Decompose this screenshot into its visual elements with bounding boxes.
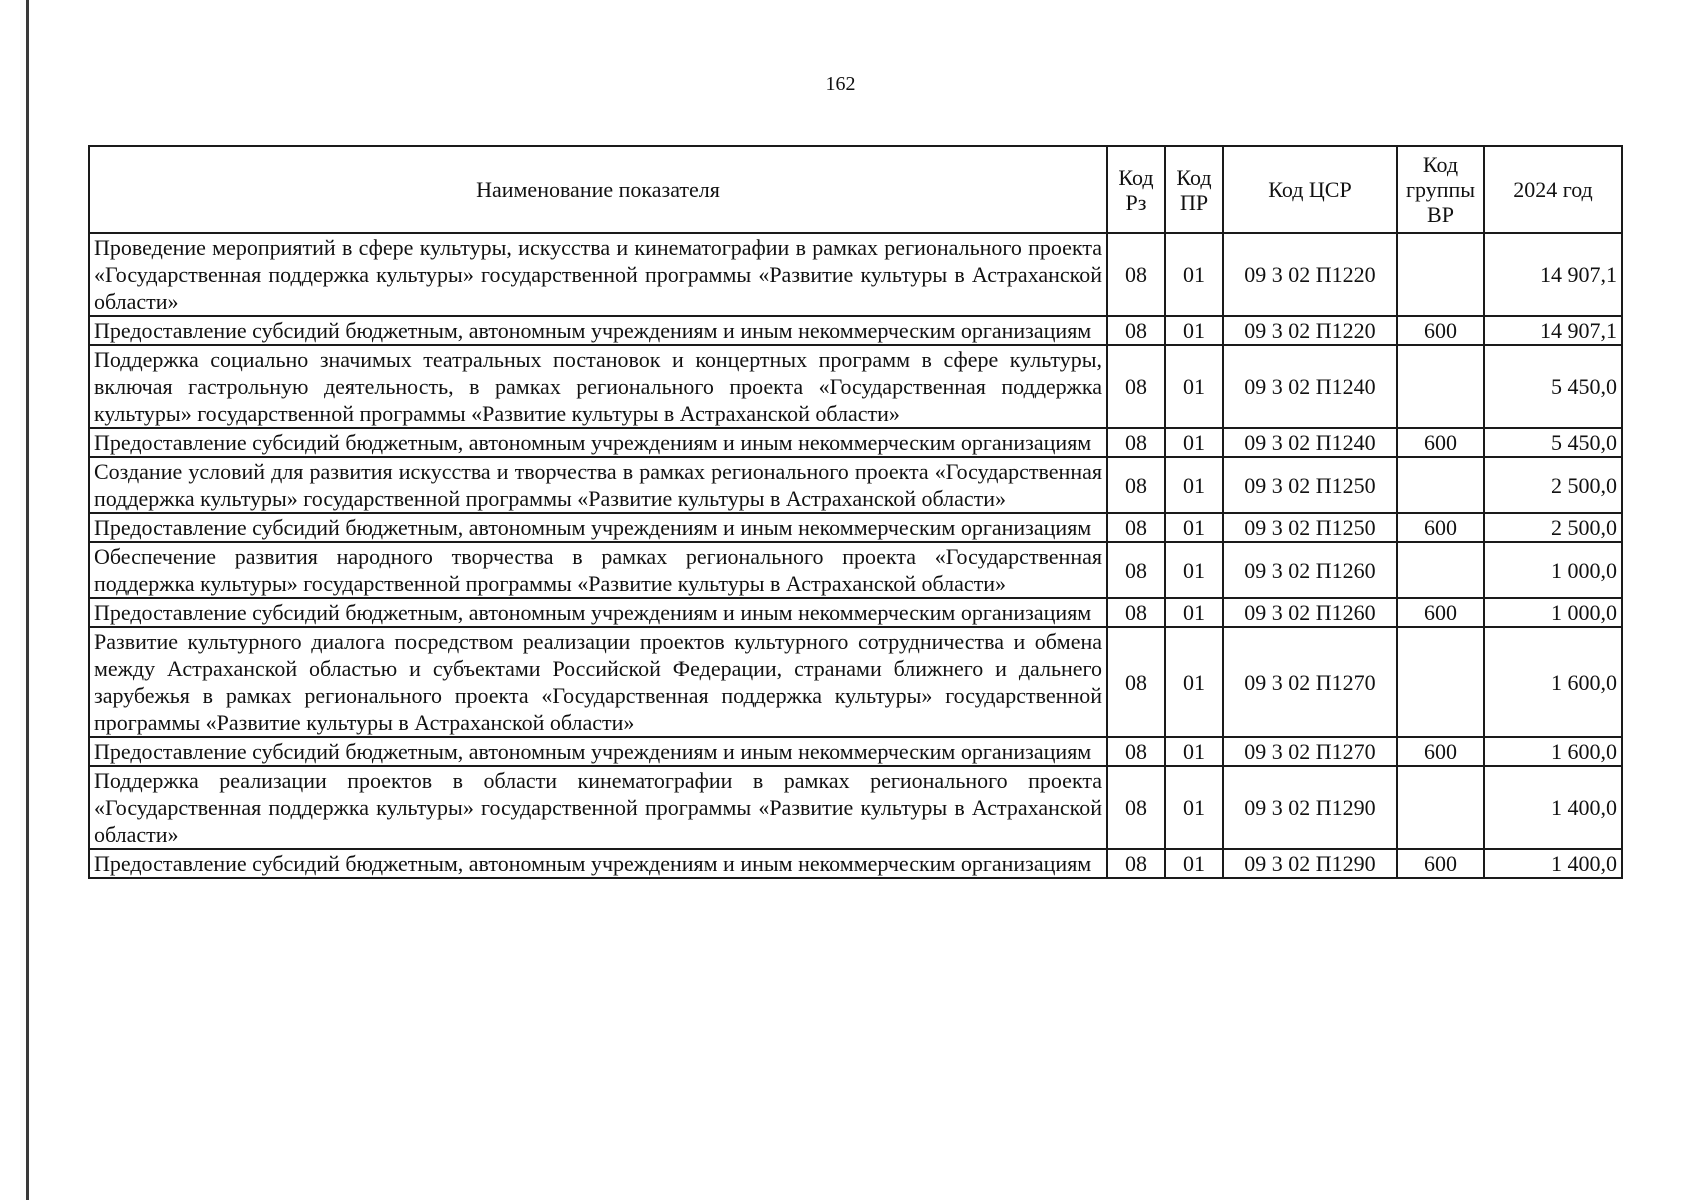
- row-name: Предоставление субсидий бюджетным, автономным учреждениям и иным некоммерческим организациям: [89, 513, 1107, 542]
- row-pr: 01: [1165, 849, 1223, 878]
- row-rz: 08: [1107, 345, 1165, 428]
- row-value: 1 400,0: [1484, 849, 1622, 878]
- row-csr: 09 3 02 П1290: [1223, 849, 1397, 878]
- row-rz: 08: [1107, 627, 1165, 737]
- row-name: Обеспечение развития народного творчества в рамках регионального проекта «Государственная поддержка культуры» государственной программы «Развитие культуры в Астраханской области»: [89, 542, 1107, 598]
- row-rz: 08: [1107, 316, 1165, 345]
- row-name: Предоставление субсидий бюджетным, автономным учреждениям и иным некоммерческим организациям: [89, 598, 1107, 627]
- table-row: [89, 598, 1622, 627]
- row-rz: 08: [1107, 849, 1165, 878]
- row-vr: [1397, 766, 1484, 849]
- row-rz: 08: [1107, 766, 1165, 849]
- row-rz: 08: [1107, 233, 1165, 316]
- table-row: [89, 233, 1622, 316]
- row-csr: 09 3 02 П1290: [1223, 766, 1397, 849]
- row-name: Предоставление субсидий бюджетным, автономным учреждениям и иным некоммерческим организациям: [89, 316, 1107, 345]
- row-name: Предоставление субсидий бюджетным, автономным учреждениям и иным некоммерческим организациям: [89, 849, 1107, 878]
- header-pr: Код ПР: [1165, 146, 1223, 233]
- row-csr: 09 3 02 П1260: [1223, 542, 1397, 598]
- row-pr: 01: [1165, 233, 1223, 316]
- header-csr: Код ЦСР: [1223, 146, 1397, 233]
- row-rz: 08: [1107, 457, 1165, 513]
- table-row: [89, 457, 1622, 513]
- row-rz: 08: [1107, 737, 1165, 766]
- table-row: [89, 428, 1622, 457]
- row-pr: 01: [1165, 513, 1223, 542]
- header-vr: Код группы ВР: [1397, 146, 1484, 233]
- row-csr: 09 3 02 П1240: [1223, 345, 1397, 428]
- row-value: 1 400,0: [1484, 766, 1622, 849]
- row-rz: 08: [1107, 542, 1165, 598]
- row-name: Предоставление субсидий бюджетным, автономным учреждениям и иным некоммерческим организациям: [89, 428, 1107, 457]
- row-value: 5 450,0: [1484, 345, 1622, 428]
- row-vr: 600: [1397, 737, 1484, 766]
- table-row: [89, 737, 1622, 766]
- row-csr: 09 3 02 П1270: [1223, 627, 1397, 737]
- row-vr: 600: [1397, 316, 1484, 345]
- table-row: [89, 627, 1622, 737]
- row-csr: 09 3 02 П1260: [1223, 598, 1397, 627]
- row-csr: 09 3 02 П1240: [1223, 428, 1397, 457]
- budget-table: [88, 145, 1623, 879]
- row-name: Поддержка реализации проектов в области кинематографии в рамках регионального проекта «Государственная поддержка культуры» государственной программы «Развитие культуры в Астраханской области»: [89, 766, 1107, 849]
- row-value: 5 450,0: [1484, 428, 1622, 457]
- row-vr: [1397, 345, 1484, 428]
- row-value: 2 500,0: [1484, 457, 1622, 513]
- row-pr: 01: [1165, 627, 1223, 737]
- table-row: [89, 316, 1622, 345]
- row-name: Развитие культурного диалога посредством реализации проектов культурного сотрудничества и обмена между Астраханской областью и субъектами Российской Федерации, странами ближнего и дальнего зарубежья в рамках регионального проекта «Государственная поддержка культуры» государственной программы «Развитие культуры в Астраханской области»: [89, 627, 1107, 737]
- scan-edge: [26, 0, 29, 1200]
- row-rz: 08: [1107, 428, 1165, 457]
- row-vr: 600: [1397, 428, 1484, 457]
- row-csr: 09 3 02 П1250: [1223, 457, 1397, 513]
- table-row: [89, 849, 1622, 878]
- header-name: Наименование показателя: [89, 146, 1107, 233]
- table-row: [89, 766, 1622, 849]
- row-vr: [1397, 542, 1484, 598]
- row-csr: 09 3 02 П1220: [1223, 316, 1397, 345]
- row-rz: 08: [1107, 513, 1165, 542]
- row-vr: 600: [1397, 598, 1484, 627]
- row-value: 1 000,0: [1484, 542, 1622, 598]
- row-name: Поддержка социально значимых театральных постановок и концертных программ в сфере культуры, включая гастрольную деятельность, в рамках регионального проекта «Государственная поддержка культуры» государственной программы «Развитие культуры в Астраханской области»: [89, 345, 1107, 428]
- row-value: 1 000,0: [1484, 598, 1622, 627]
- header-rz: Код Рз: [1107, 146, 1165, 233]
- row-vr: [1397, 627, 1484, 737]
- row-value: 14 907,1: [1484, 233, 1622, 316]
- row-pr: 01: [1165, 542, 1223, 598]
- table-row: [89, 345, 1622, 428]
- row-pr: 01: [1165, 457, 1223, 513]
- row-vr: 600: [1397, 513, 1484, 542]
- row-name: Предоставление субсидий бюджетным, автономным учреждениям и иным некоммерческим организациям: [89, 737, 1107, 766]
- row-csr: 09 3 02 П1220: [1223, 233, 1397, 316]
- row-pr: 01: [1165, 737, 1223, 766]
- row-pr: 01: [1165, 428, 1223, 457]
- row-pr: 01: [1165, 598, 1223, 627]
- row-name: Создание условий для развития искусства и творчества в рамках регионального проекта «Государственная поддержка культуры» государственной программы «Развитие культуры в Астраханской области»: [89, 457, 1107, 513]
- row-pr: 01: [1165, 345, 1223, 428]
- row-value: 2 500,0: [1484, 513, 1622, 542]
- row-pr: 01: [1165, 316, 1223, 345]
- table-row: [89, 513, 1622, 542]
- row-value: 1 600,0: [1484, 737, 1622, 766]
- row-csr: 09 3 02 П1270: [1223, 737, 1397, 766]
- row-value: 14 907,1: [1484, 316, 1622, 345]
- row-pr: 01: [1165, 766, 1223, 849]
- page-number: 162: [825, 73, 856, 95]
- row-name: Проведение мероприятий в сфере культуры, искусства и кинематографии в рамках регионального проекта «Государственная поддержка культуры» государственной программы «Развитие культуры в Астраханской области»: [89, 233, 1107, 316]
- table-row: [89, 542, 1622, 598]
- row-vr: [1397, 457, 1484, 513]
- row-value: 1 600,0: [1484, 627, 1622, 737]
- row-rz: 08: [1107, 598, 1165, 627]
- header-year: 2024 год: [1484, 146, 1622, 233]
- table-header-row: [89, 146, 1622, 233]
- row-csr: 09 3 02 П1250: [1223, 513, 1397, 542]
- row-vr: [1397, 233, 1484, 316]
- row-vr: 600: [1397, 849, 1484, 878]
